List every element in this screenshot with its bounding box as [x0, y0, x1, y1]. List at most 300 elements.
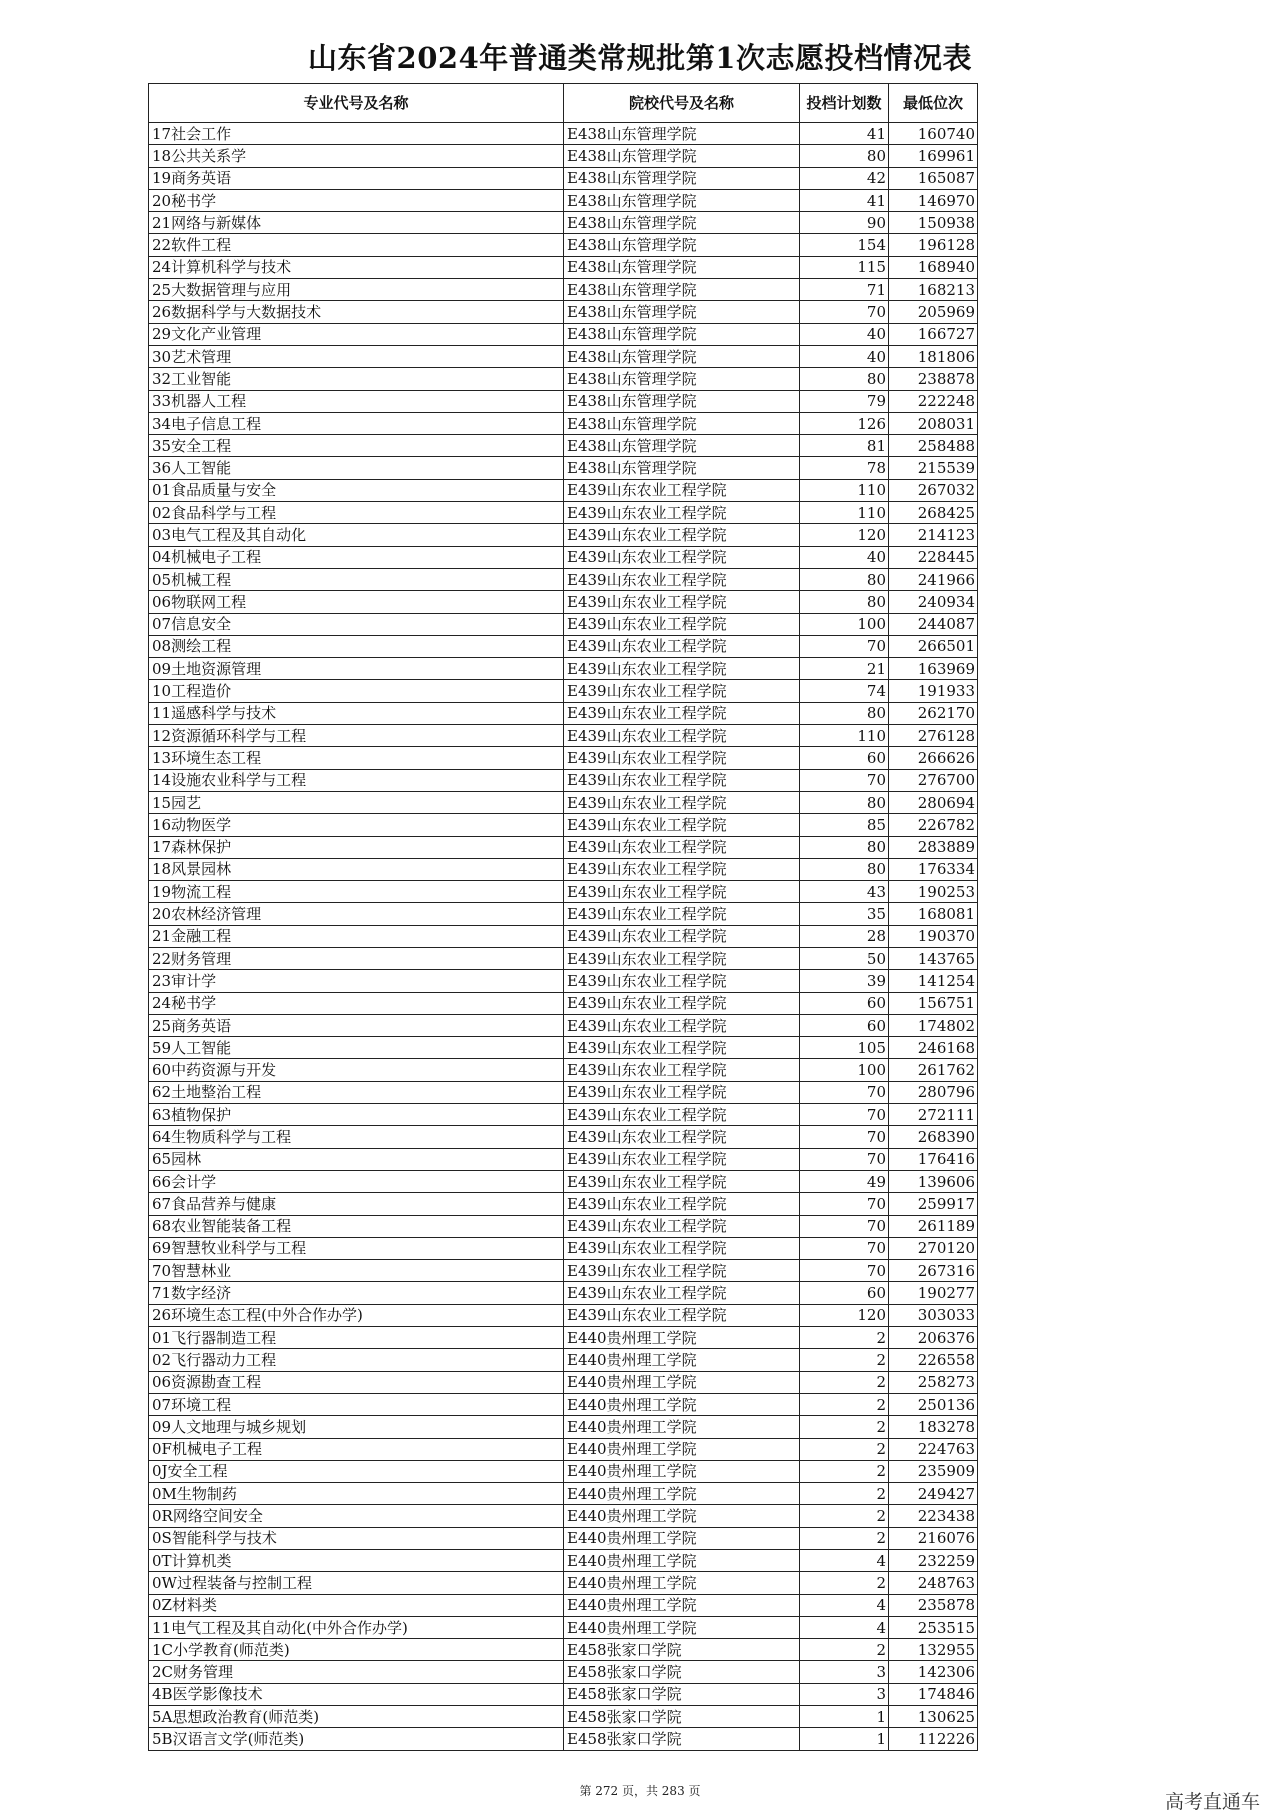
cell-min-rank: 235909	[889, 1460, 978, 1482]
table-row	[149, 836, 978, 858]
cell-school: E439山东农业工程学院	[564, 591, 800, 613]
cell-major: 06资源勘查工程	[149, 1371, 564, 1393]
cell-major: 70智慧林业	[149, 1260, 564, 1282]
cell-plan-count: 2	[800, 1527, 889, 1549]
cell-school: E439山东农业工程学院	[564, 680, 800, 702]
cell-plan-count: 2	[800, 1393, 889, 1415]
table-row	[149, 145, 978, 167]
table-row	[149, 1371, 978, 1393]
table-row	[149, 1438, 978, 1460]
cell-major: 32工业智能	[149, 368, 564, 390]
cell-plan-count: 70	[800, 1193, 889, 1215]
cell-plan-count: 70	[800, 635, 889, 657]
table-row	[149, 769, 978, 791]
cell-school: E439山东农业工程学院	[564, 814, 800, 836]
table-row	[149, 658, 978, 680]
table-row	[149, 1416, 978, 1438]
table-row	[149, 1460, 978, 1482]
cell-major: 64生物质科学与工程	[149, 1126, 564, 1148]
cell-plan-count: 2	[800, 1572, 889, 1594]
cell-plan-count: 2	[800, 1371, 889, 1393]
cell-plan-count: 80	[800, 568, 889, 590]
cell-plan-count: 40	[800, 345, 889, 367]
table-row	[149, 390, 978, 412]
table-row	[149, 123, 978, 145]
cell-school: E438山东管理学院	[564, 234, 800, 256]
cell-min-rank: 168081	[889, 903, 978, 925]
cell-major: 62土地整治工程	[149, 1081, 564, 1103]
cell-major: 0T计算机类	[149, 1550, 564, 1572]
cell-min-rank: 249427	[889, 1483, 978, 1505]
cell-major: 04机械电子工程	[149, 546, 564, 568]
table-row	[149, 435, 978, 457]
cell-min-rank: 141254	[889, 970, 978, 992]
table-row	[149, 702, 978, 724]
cell-min-rank: 272111	[889, 1104, 978, 1126]
cell-min-rank: 190253	[889, 881, 978, 903]
cell-plan-count: 41	[800, 189, 889, 211]
cell-school: E440贵州理工学院	[564, 1572, 800, 1594]
cell-min-rank: 253515	[889, 1616, 978, 1638]
cell-min-rank: 283889	[889, 836, 978, 858]
cell-major: 07环境工程	[149, 1393, 564, 1415]
table-row	[149, 992, 978, 1014]
cell-school: E439山东农业工程学院	[564, 881, 800, 903]
cell-school: E440贵州理工学院	[564, 1327, 800, 1349]
cell-plan-count: 74	[800, 680, 889, 702]
cell-school: E438山东管理学院	[564, 123, 800, 145]
cell-plan-count: 40	[800, 546, 889, 568]
table-row	[149, 323, 978, 345]
cell-major: 0M生物制药	[149, 1483, 564, 1505]
cell-major: 25商务英语	[149, 1014, 564, 1036]
cell-plan-count: 43	[800, 881, 889, 903]
cell-plan-count: 70	[800, 301, 889, 323]
cell-major: 65园林	[149, 1148, 564, 1170]
table-row	[149, 1081, 978, 1103]
table-row	[149, 189, 978, 211]
cell-school: E440贵州理工学院	[564, 1371, 800, 1393]
cell-plan-count: 3	[800, 1661, 889, 1683]
cell-min-rank: 150938	[889, 212, 978, 234]
cell-min-rank: 176416	[889, 1148, 978, 1170]
cell-school: E438山东管理学院	[564, 457, 800, 479]
cell-min-rank: 280796	[889, 1081, 978, 1103]
cell-plan-count: 50	[800, 947, 889, 969]
table-row	[149, 1014, 978, 1036]
table-row	[149, 1550, 978, 1572]
cell-major: 63植物保护	[149, 1104, 564, 1126]
cell-plan-count: 120	[800, 1304, 889, 1326]
table-row	[149, 368, 978, 390]
cell-plan-count: 81	[800, 435, 889, 457]
cell-major: 33机器人工程	[149, 390, 564, 412]
cell-plan-count: 49	[800, 1170, 889, 1192]
cell-school: E439山东农业工程学院	[564, 1193, 800, 1215]
table-row	[149, 1126, 978, 1148]
cell-min-rank: 226782	[889, 814, 978, 836]
cell-major: 19商务英语	[149, 167, 564, 189]
table-body	[149, 123, 978, 1751]
cell-plan-count: 35	[800, 903, 889, 925]
cell-school: E439山东农业工程学院	[564, 1260, 800, 1282]
cell-min-rank: 166727	[889, 323, 978, 345]
cell-school: E438山东管理学院	[564, 167, 800, 189]
cell-min-rank: 191933	[889, 680, 978, 702]
cell-plan-count: 70	[800, 1260, 889, 1282]
cell-plan-count: 80	[800, 145, 889, 167]
cell-min-rank: 270120	[889, 1237, 978, 1259]
table-row	[149, 970, 978, 992]
cell-school: E438山东管理学院	[564, 189, 800, 211]
cell-min-rank: 261189	[889, 1215, 978, 1237]
cell-plan-count: 80	[800, 791, 889, 813]
cell-min-rank: 258488	[889, 435, 978, 457]
cell-major: 14设施农业科学与工程	[149, 769, 564, 791]
table-row	[149, 591, 978, 613]
cell-major: 30艺术管理	[149, 345, 564, 367]
cell-plan-count: 80	[800, 368, 889, 390]
cell-plan-count: 60	[800, 992, 889, 1014]
cell-plan-count: 1	[800, 1706, 889, 1728]
table-row	[149, 1572, 978, 1594]
table-row	[149, 947, 978, 969]
cell-min-rank: 266626	[889, 747, 978, 769]
cell-major: 1C小学教育(师范类)	[149, 1639, 564, 1661]
cell-school: E439山东农业工程学院	[564, 791, 800, 813]
page-title: 山东省2024年普通类常规批第1次志愿投档情况表	[308, 41, 972, 75]
cell-school: E439山东农业工程学院	[564, 546, 800, 568]
cell-school: E440贵州理工学院	[564, 1527, 800, 1549]
cell-major: 24计算机科学与技术	[149, 256, 564, 278]
table-row	[149, 1282, 978, 1304]
cell-min-rank: 176334	[889, 858, 978, 880]
cell-school: E458张家口学院	[564, 1706, 800, 1728]
cell-school: E439山东农业工程学院	[564, 836, 800, 858]
cell-major: 22软件工程	[149, 234, 564, 256]
cell-major: 36人工智能	[149, 457, 564, 479]
table-header-row	[149, 84, 978, 123]
cell-plan-count: 70	[800, 1148, 889, 1170]
cell-min-rank: 238878	[889, 368, 978, 390]
table-row	[149, 212, 978, 234]
cell-min-rank: 259917	[889, 1193, 978, 1215]
cell-school: E440贵州理工学院	[564, 1349, 800, 1371]
cell-school: E439山东农业工程学院	[564, 1104, 800, 1126]
cell-min-rank: 267032	[889, 479, 978, 501]
cell-school: E439山东农业工程学院	[564, 925, 800, 947]
cell-school: E440贵州理工学院	[564, 1460, 800, 1482]
cell-min-rank: 268425	[889, 502, 978, 524]
cell-school: E439山东农业工程学院	[564, 970, 800, 992]
cell-school: E439山东农业工程学院	[564, 635, 800, 657]
cell-plan-count: 110	[800, 725, 889, 747]
cell-min-rank: 266501	[889, 635, 978, 657]
table-row	[149, 457, 978, 479]
cell-school: E438山东管理学院	[564, 301, 800, 323]
cell-major: 59人工智能	[149, 1037, 564, 1059]
admission-table	[148, 83, 978, 1751]
table-row	[149, 1728, 978, 1750]
table-row	[149, 747, 978, 769]
cell-major: 26环境生态工程(中外合作办学)	[149, 1304, 564, 1326]
table-row	[149, 635, 978, 657]
cell-plan-count: 80	[800, 858, 889, 880]
table-row	[149, 279, 978, 301]
cell-major: 0Z材料类	[149, 1594, 564, 1616]
cell-min-rank: 215539	[889, 457, 978, 479]
table-row	[149, 1215, 978, 1237]
table-row	[149, 345, 978, 367]
cell-min-rank: 208031	[889, 412, 978, 434]
cell-major: 10工程造价	[149, 680, 564, 702]
cell-major: 21金融工程	[149, 925, 564, 947]
cell-school: E439山东农业工程学院	[564, 1237, 800, 1259]
cell-min-rank: 261762	[889, 1059, 978, 1081]
cell-major: 0S智能科学与技术	[149, 1527, 564, 1549]
cell-major: 03电气工程及其自动化	[149, 524, 564, 546]
cell-school: E438山东管理学院	[564, 145, 800, 167]
cell-major: 22财务管理	[149, 947, 564, 969]
cell-plan-count: 70	[800, 1126, 889, 1148]
table-row	[149, 680, 978, 702]
cell-min-rank: 205969	[889, 301, 978, 323]
cell-major: 08测绘工程	[149, 635, 564, 657]
cell-school: E439山东农业工程学院	[564, 903, 800, 925]
cell-major: 17社会工作	[149, 123, 564, 145]
cell-school: E439山东农业工程学院	[564, 947, 800, 969]
table-row	[149, 412, 978, 434]
table-row	[149, 1505, 978, 1527]
cell-school: E458张家口学院	[564, 1639, 800, 1661]
table-row	[149, 1059, 978, 1081]
cell-major: 01飞行器制造工程	[149, 1327, 564, 1349]
cell-major: 11遥感科学与技术	[149, 702, 564, 724]
cell-plan-count: 154	[800, 234, 889, 256]
cell-school: E440贵州理工学院	[564, 1393, 800, 1415]
table-row	[149, 791, 978, 813]
cell-school: E438山东管理学院	[564, 412, 800, 434]
cell-plan-count: 2	[800, 1349, 889, 1371]
table-row	[149, 502, 978, 524]
cell-school: E439山东农业工程学院	[564, 1059, 800, 1081]
cell-plan-count: 70	[800, 1215, 889, 1237]
cell-major: 20农林经济管理	[149, 903, 564, 925]
cell-plan-count: 120	[800, 524, 889, 546]
cell-min-rank: 268390	[889, 1126, 978, 1148]
cell-min-rank: 216076	[889, 1527, 978, 1549]
cell-school: E440贵州理工学院	[564, 1550, 800, 1572]
cell-plan-count: 4	[800, 1616, 889, 1638]
watermark-logo-text: 高考直通车	[1164, 1791, 1260, 1813]
cell-plan-count: 85	[800, 814, 889, 836]
cell-major: 06物联网工程	[149, 591, 564, 613]
table-row	[149, 546, 978, 568]
cell-plan-count: 2	[800, 1505, 889, 1527]
table-row	[149, 167, 978, 189]
cell-min-rank: 163969	[889, 658, 978, 680]
cell-school: E438山东管理学院	[564, 390, 800, 412]
cell-min-rank: 223438	[889, 1505, 978, 1527]
cell-plan-count: 70	[800, 1081, 889, 1103]
cell-major: 05机械工程	[149, 568, 564, 590]
cell-major: 5A思想政治教育(师范类)	[149, 1706, 564, 1728]
table-row	[149, 479, 978, 501]
cell-major: 34电子信息工程	[149, 412, 564, 434]
cell-major: 66会计学	[149, 1170, 564, 1192]
cell-major: 26数据科学与大数据技术	[149, 301, 564, 323]
cell-school: E440贵州理工学院	[564, 1616, 800, 1638]
cell-min-rank: 142306	[889, 1661, 978, 1683]
cell-plan-count: 4	[800, 1550, 889, 1572]
table-row	[149, 881, 978, 903]
cell-school: E439山东农业工程学院	[564, 769, 800, 791]
cell-min-rank: 226558	[889, 1349, 978, 1371]
cell-school: E439山东农业工程学院	[564, 568, 800, 590]
cell-min-rank: 258273	[889, 1371, 978, 1393]
cell-plan-count: 2	[800, 1483, 889, 1505]
cell-major: 09土地资源管理	[149, 658, 564, 680]
cell-major: 68农业智能装备工程	[149, 1215, 564, 1237]
cell-major: 19物流工程	[149, 881, 564, 903]
cell-major: 69智慧牧业科学与工程	[149, 1237, 564, 1259]
cell-school: E439山东农业工程学院	[564, 1081, 800, 1103]
cell-min-rank: 280694	[889, 791, 978, 813]
cell-school: E439山东农业工程学院	[564, 502, 800, 524]
cell-min-rank: 250136	[889, 1393, 978, 1415]
cell-school: E439山东农业工程学院	[564, 1215, 800, 1237]
cell-plan-count: 60	[800, 1282, 889, 1304]
cell-min-rank: 168940	[889, 256, 978, 278]
cell-major: 21网络与新媒体	[149, 212, 564, 234]
table-row	[149, 1594, 978, 1616]
cell-major: 12资源循环科学与工程	[149, 725, 564, 747]
cell-plan-count: 105	[800, 1037, 889, 1059]
cell-min-rank: 232259	[889, 1550, 978, 1572]
table-row	[149, 256, 978, 278]
cell-school: E438山东管理学院	[564, 435, 800, 457]
cell-school: E438山东管理学院	[564, 323, 800, 345]
cell-major: 25大数据管理与应用	[149, 279, 564, 301]
cell-min-rank: 276700	[889, 769, 978, 791]
cell-major: 35安全工程	[149, 435, 564, 457]
cell-major: 60中药资源与开发	[149, 1059, 564, 1081]
cell-major: 01食品质量与安全	[149, 479, 564, 501]
cell-plan-count: 70	[800, 1237, 889, 1259]
table-row	[149, 1193, 978, 1215]
cell-min-rank: 169961	[889, 145, 978, 167]
table-row	[149, 1037, 978, 1059]
cell-min-rank: 190370	[889, 925, 978, 947]
cell-plan-count: 42	[800, 167, 889, 189]
cell-school: E438山东管理学院	[564, 345, 800, 367]
table-row	[149, 1237, 978, 1259]
cell-min-rank: 174846	[889, 1683, 978, 1705]
cell-min-rank: 112226	[889, 1728, 978, 1750]
header-min-rank: 最低位次	[889, 84, 978, 123]
cell-school: E439山东农业工程学院	[564, 524, 800, 546]
cell-school: E438山东管理学院	[564, 368, 800, 390]
cell-plan-count: 2	[800, 1460, 889, 1482]
cell-min-rank: 181806	[889, 345, 978, 367]
cell-school: E439山东农业工程学院	[564, 702, 800, 724]
table-row	[149, 1706, 978, 1728]
cell-school: E439山东农业工程学院	[564, 1037, 800, 1059]
table-row	[149, 1683, 978, 1705]
cell-major: 02飞行器动力工程	[149, 1349, 564, 1371]
cell-min-rank: 139606	[889, 1170, 978, 1192]
cell-major: 0F机械电子工程	[149, 1438, 564, 1460]
cell-min-rank: 246168	[889, 1037, 978, 1059]
cell-school: E439山东农业工程学院	[564, 1126, 800, 1148]
cell-min-rank: 132955	[889, 1639, 978, 1661]
cell-min-rank: 244087	[889, 613, 978, 635]
cell-min-rank: 303033	[889, 1304, 978, 1326]
cell-plan-count: 100	[800, 613, 889, 635]
cell-min-rank: 146970	[889, 189, 978, 211]
cell-plan-count: 70	[800, 769, 889, 791]
cell-min-rank: 267316	[889, 1260, 978, 1282]
table-row	[149, 524, 978, 546]
cell-major: 0J安全工程	[149, 1460, 564, 1482]
cell-school: E440贵州理工学院	[564, 1505, 800, 1527]
cell-major: 4B医学影像技术	[149, 1683, 564, 1705]
cell-plan-count: 79	[800, 390, 889, 412]
table-row	[149, 1527, 978, 1549]
cell-school: E438山东管理学院	[564, 256, 800, 278]
cell-major: 0W过程装备与控制工程	[149, 1572, 564, 1594]
cell-major: 11电气工程及其自动化(中外合作办学)	[149, 1616, 564, 1638]
cell-major: 02食品科学与工程	[149, 502, 564, 524]
table-row	[149, 1349, 978, 1371]
cell-major: 17森林保护	[149, 836, 564, 858]
cell-plan-count: 78	[800, 457, 889, 479]
cell-plan-count: 4	[800, 1594, 889, 1616]
cell-major: 23审计学	[149, 970, 564, 992]
cell-min-rank: 222248	[889, 390, 978, 412]
cell-min-rank: 183278	[889, 1416, 978, 1438]
cell-major: 18公共关系学	[149, 145, 564, 167]
cell-major: 71数字经济	[149, 1282, 564, 1304]
cell-plan-count: 80	[800, 836, 889, 858]
cell-plan-count: 115	[800, 256, 889, 278]
cell-school: E439山东农业工程学院	[564, 1014, 800, 1036]
cell-school: E438山东管理学院	[564, 212, 800, 234]
table-row	[149, 1393, 978, 1415]
page-number: 第 272 页，共 283 页	[579, 1784, 701, 1798]
table-row	[149, 1483, 978, 1505]
cell-min-rank: 168213	[889, 279, 978, 301]
cell-school: E439山东农业工程学院	[564, 1282, 800, 1304]
cell-plan-count: 60	[800, 747, 889, 769]
table-row	[149, 234, 978, 256]
table-row	[149, 1661, 978, 1683]
cell-major: 09人文地理与城乡规划	[149, 1416, 564, 1438]
header-school: 院校代号及名称	[564, 84, 800, 123]
cell-min-rank: 248763	[889, 1572, 978, 1594]
cell-min-rank: 240934	[889, 591, 978, 613]
cell-school: E439山东农业工程学院	[564, 613, 800, 635]
cell-school: E458张家口学院	[564, 1683, 800, 1705]
cell-school: E438山东管理学院	[564, 279, 800, 301]
cell-major: 16动物医学	[149, 814, 564, 836]
cell-min-rank: 130625	[889, 1706, 978, 1728]
table-row	[149, 903, 978, 925]
cell-min-rank: 241966	[889, 568, 978, 590]
cell-major: 13环境生态工程	[149, 747, 564, 769]
header-plan-count: 投档计划数	[800, 84, 889, 123]
cell-plan-count: 3	[800, 1683, 889, 1705]
